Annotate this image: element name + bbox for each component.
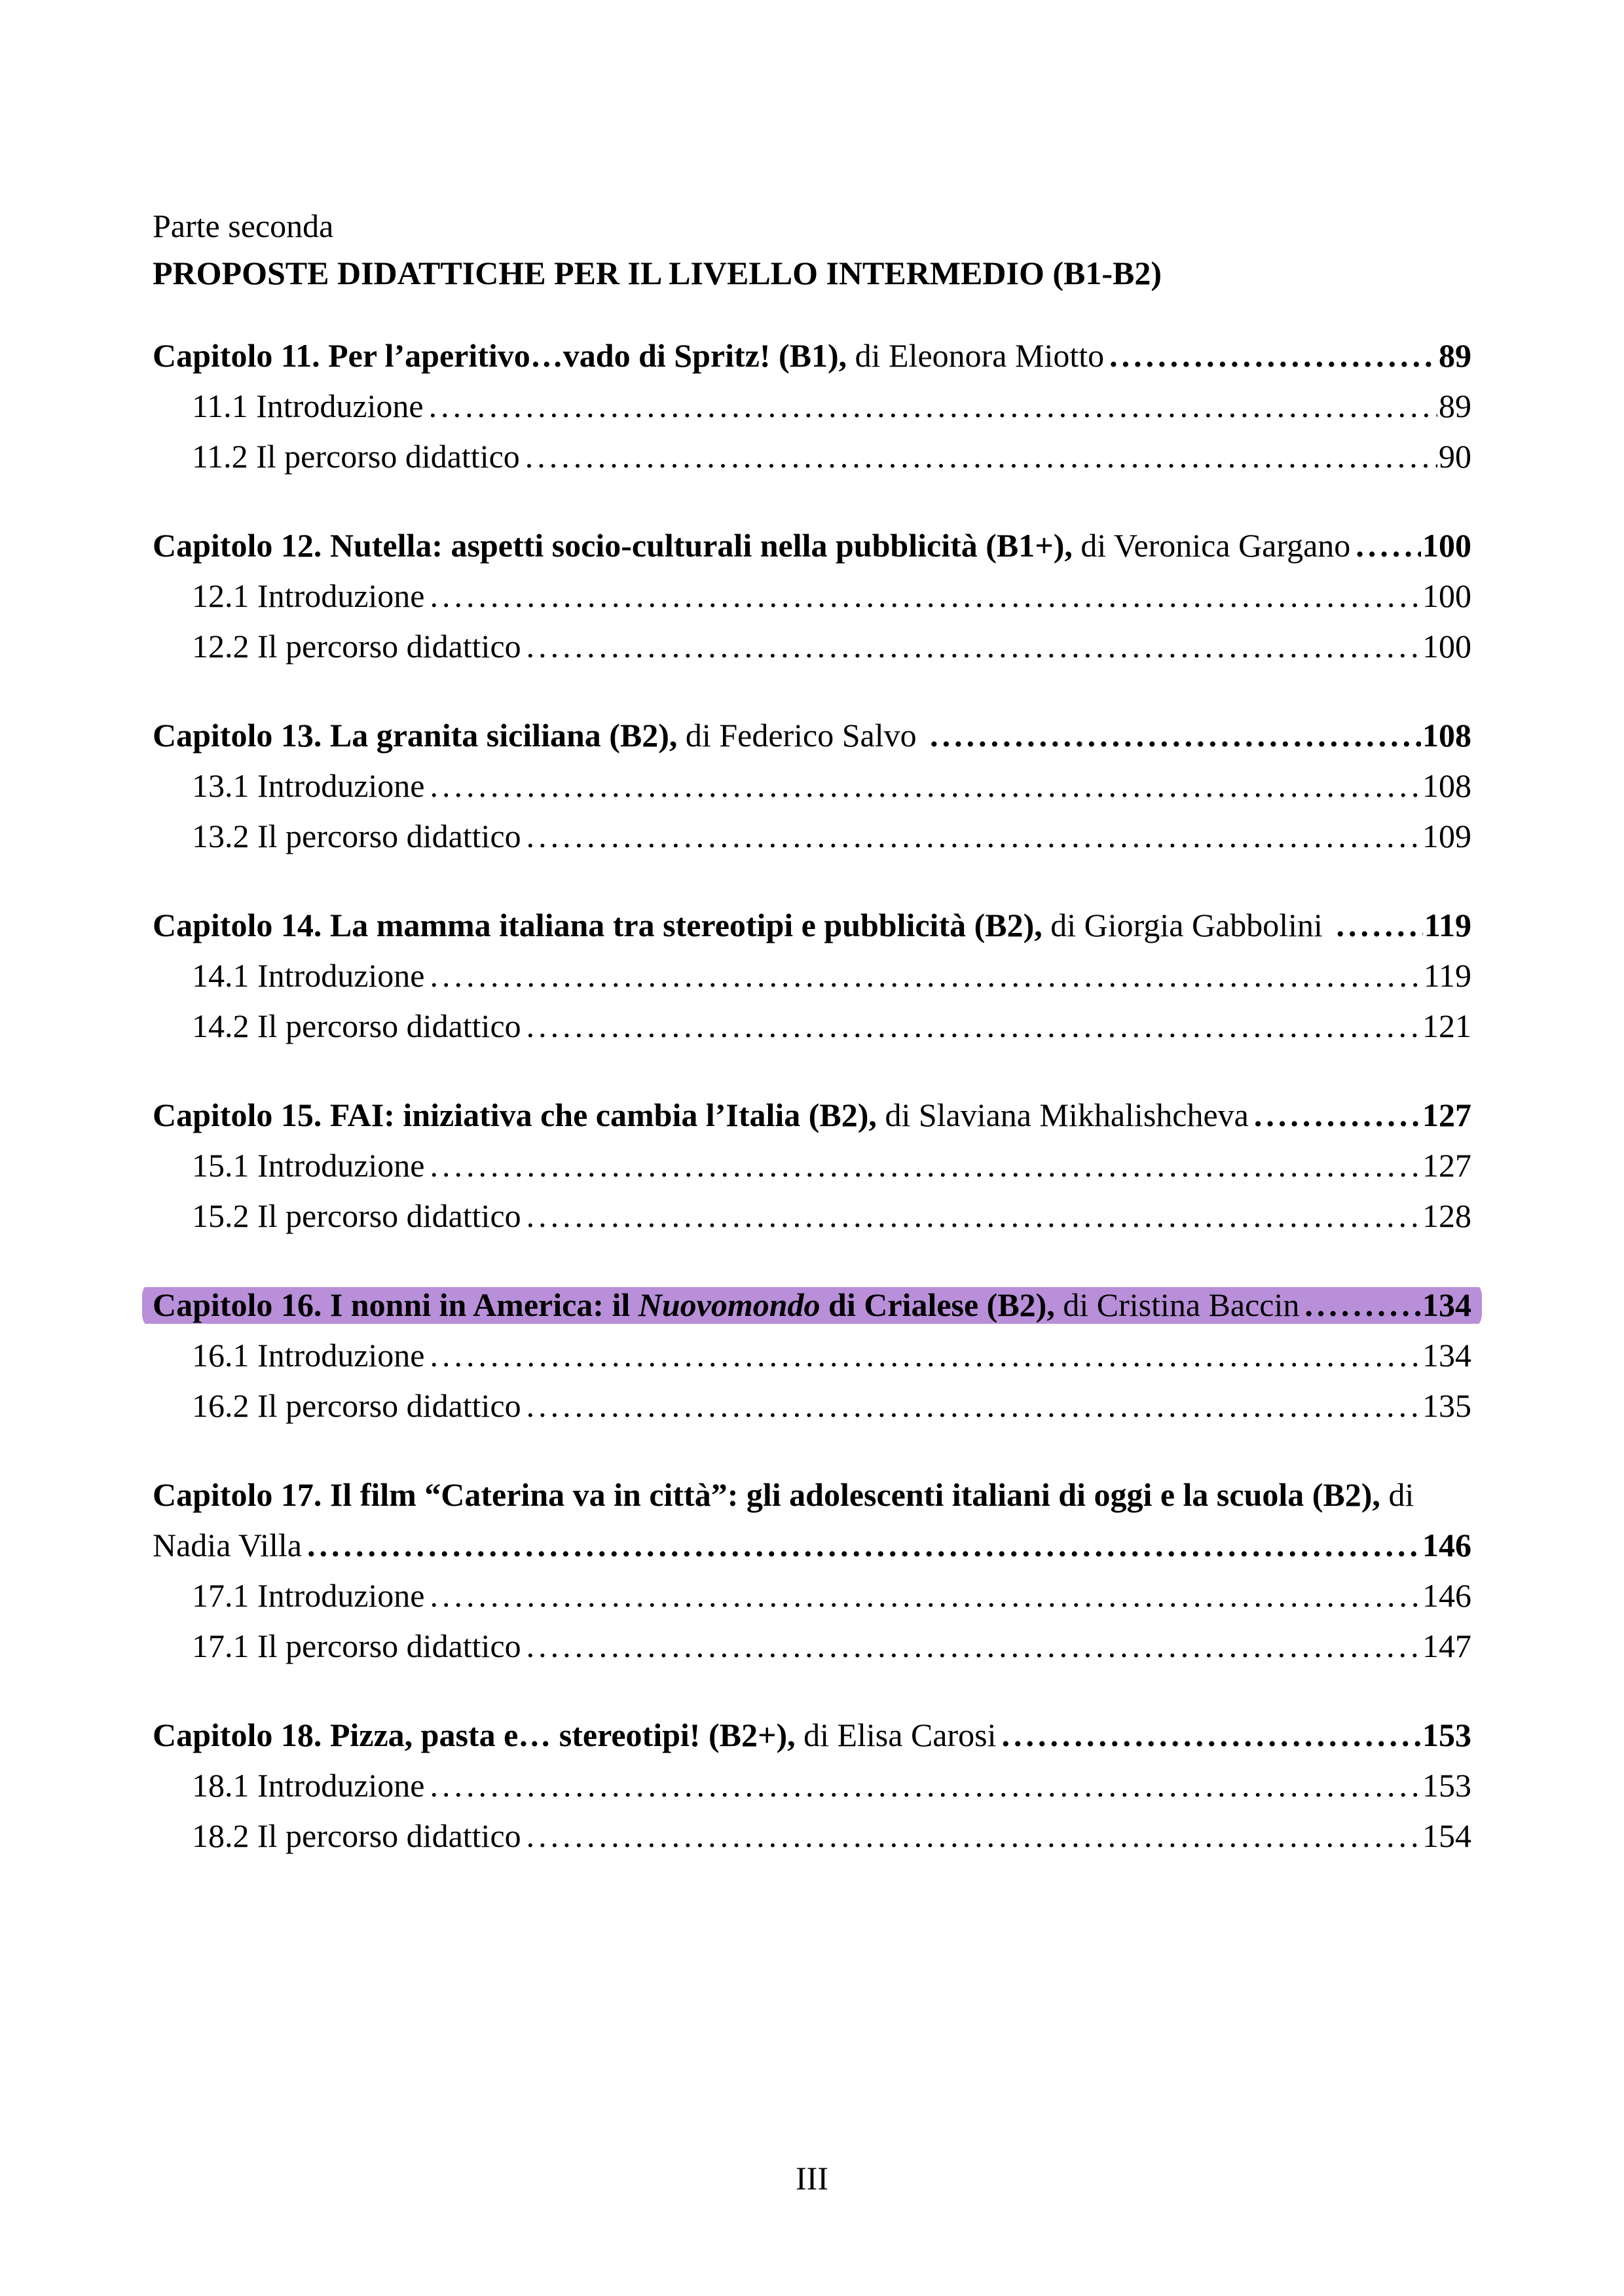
leader-dots — [930, 710, 1421, 761]
leader-dots — [526, 1001, 1421, 1051]
chapter-page-number: 127 — [1422, 1097, 1471, 1133]
page-number-roman: III — [796, 2160, 828, 2196]
chapter-author: di Federico Salvo — [677, 717, 925, 754]
sub-page-number: 146 — [1422, 1577, 1471, 1614]
toc-sub-row[interactable] — [153, 1140, 1471, 1191]
chapter-author: di Giorgia Gabbolini — [1042, 907, 1331, 943]
chapter-page-number: 108 — [1422, 717, 1471, 754]
toc-sub-row[interactable] — [153, 1760, 1471, 1811]
sub-label: 18.2 Il percorso didattico — [192, 1817, 521, 1854]
chapter-page-number: 153 — [1422, 1717, 1471, 1753]
toc-sub-row[interactable] — [153, 1001, 1471, 1051]
leader-dots — [307, 1520, 1421, 1571]
leader-dots — [525, 431, 1437, 482]
leader-dots — [430, 951, 1422, 1001]
sub-label: 18.1 Introduzione — [192, 1767, 425, 1804]
chapter-title: Capitolo 12. Nutella: aspetti socio-culturali nella pubblicità (B1+), — [153, 527, 1073, 564]
chapter-title-italic: Nuovomondo — [638, 1286, 821, 1323]
toc-sub-row[interactable] — [153, 1811, 1471, 1861]
chapter-author-continued: Nadia Villa — [153, 1527, 302, 1563]
leader-dots — [1002, 1710, 1421, 1760]
chapter-title: Capitolo 16. I nonni in America: il — [153, 1286, 638, 1323]
toc-chapter-row[interactable] — [153, 710, 1471, 761]
sub-page-number: 154 — [1422, 1817, 1471, 1854]
toc-chapter-row[interactable] — [142, 1280, 1482, 1330]
chapter-title: Capitolo 17. Il film “Caterina va in città”: gli adolescenti italiani di oggi e la scuola (B2), — [153, 1476, 1380, 1513]
sub-page-number: 134 — [1422, 1337, 1471, 1374]
leader-dots — [526, 1381, 1421, 1431]
sub-page-number: 135 — [1422, 1387, 1471, 1424]
sub-page-number: 147 — [1422, 1628, 1471, 1664]
chapter-page-number: 146 — [1422, 1527, 1471, 1563]
sub-label: 14.2 Il percorso didattico — [192, 1008, 521, 1044]
chapter-author: di Cristina Baccin — [1054, 1286, 1300, 1323]
chapter-page-number: 100 — [1422, 527, 1471, 564]
sub-label: 17.1 Il percorso didattico — [192, 1628, 521, 1664]
sub-page-number: 100 — [1422, 577, 1471, 614]
sub-page-number: 127 — [1422, 1147, 1471, 1184]
leader-dots — [526, 811, 1421, 862]
sub-label: 11.2 Il percorso didattico — [192, 438, 520, 475]
chapter-author: di Slaviana Mikhalishcheva — [876, 1097, 1249, 1133]
sub-page-number: 109 — [1422, 818, 1471, 854]
leader-dots — [526, 1191, 1421, 1241]
leader-dots — [526, 1621, 1421, 1671]
sub-label: 13.1 Introduzione — [192, 767, 425, 804]
chapter-page-number: 89 — [1439, 337, 1471, 374]
sub-label: 16.2 Il percorso didattico — [192, 1387, 521, 1424]
chapter-page-number: 119 — [1424, 907, 1471, 943]
toc-sub-row[interactable] — [153, 1381, 1471, 1431]
toc-chapter-row[interactable] — [153, 1090, 1471, 1140]
sub-label: 15.1 Introduzione — [192, 1147, 425, 1184]
leader-dots — [430, 1571, 1421, 1621]
sub-label: 11.1 Introduzione — [192, 388, 424, 424]
sub-label: 17.1 Introduzione — [192, 1577, 425, 1614]
toc-chapter-row-continuation[interactable] — [153, 1520, 1471, 1571]
toc-chapter-row[interactable] — [153, 1710, 1471, 1760]
toc-chapter-row[interactable] — [153, 520, 1471, 571]
toc-sub-row[interactable] — [153, 811, 1471, 862]
chapter-author: di — [1380, 1476, 1414, 1513]
sub-label: 14.1 Introduzione — [192, 957, 425, 994]
chapter-title: Capitolo 11. Per l’aperitivo…vado di Spritz! (B1), — [153, 337, 847, 374]
chapter-page-number: 134 — [1422, 1286, 1471, 1323]
chapter-author: di Elisa Carosi — [795, 1717, 997, 1753]
sub-page-number: 90 — [1439, 438, 1471, 475]
sub-page-number: 100 — [1422, 628, 1471, 665]
toc-sub-row[interactable] — [153, 1330, 1471, 1381]
leader-dots — [1356, 520, 1421, 571]
sub-page-number: 119 — [1423, 957, 1471, 994]
sub-label: 12.1 Introduzione — [192, 577, 425, 614]
toc-sub-row[interactable] — [153, 431, 1471, 482]
chapter-title-after-italic: di Crialese (B2), — [820, 1286, 1055, 1323]
toc-sub-row[interactable] — [153, 381, 1471, 431]
sub-page-number: 128 — [1422, 1197, 1471, 1234]
sub-page-number: 121 — [1422, 1008, 1471, 1044]
toc-chapter-row[interactable] — [153, 331, 1471, 381]
toc-chapter-row[interactable] — [153, 1470, 1471, 1520]
toc-sub-row[interactable] — [153, 951, 1471, 1001]
toc-sub-row[interactable] — [153, 1571, 1471, 1621]
chapter-title: Capitolo 15. FAI: iniziativa che cambia l’Italia (B2), — [153, 1097, 877, 1133]
toc-sub-row[interactable] — [153, 571, 1471, 621]
sub-page-number: 153 — [1422, 1767, 1471, 1804]
leader-dots — [1254, 1090, 1421, 1140]
sub-page-number: 89 — [1439, 388, 1471, 424]
leader-dots — [430, 761, 1421, 811]
leader-dots — [526, 1811, 1421, 1861]
leader-dots — [430, 1140, 1421, 1191]
chapter-title: Capitolo 13. La granita siciliana (B2), — [153, 717, 678, 754]
leader-dots — [1336, 900, 1422, 951]
sub-label: 12.2 Il percorso didattico — [192, 628, 521, 665]
toc — [153, 331, 1471, 1861]
page-content — [153, 207, 1471, 1861]
sub-label: 13.2 Il percorso didattico — [192, 818, 521, 854]
page-footer — [0, 2159, 1624, 2197]
leader-dots — [430, 571, 1421, 621]
chapter-author: di Eleonora Miotto — [847, 337, 1105, 374]
toc-chapter-row[interactable] — [153, 900, 1471, 951]
chapter-author: di Veronica Gargano — [1072, 527, 1351, 564]
toc-sub-row[interactable] — [153, 621, 1471, 672]
section-title: PROPOSTE DIDATTICHE PER IL LIVELLO INTERMEDIO (B1-B2) — [153, 255, 1162, 291]
sub-label: 16.1 Introduzione — [192, 1337, 425, 1374]
leader-dots — [430, 1760, 1421, 1811]
toc-sub-row[interactable] — [153, 761, 1471, 811]
chapter-title: Capitolo 14. La mamma italiana tra stereotipi e pubblicità (B2), — [153, 907, 1043, 943]
section-label: Parte seconda — [153, 208, 334, 244]
leader-dots — [1109, 331, 1437, 381]
toc-sub-row[interactable] — [153, 1621, 1471, 1671]
chapter-title: Capitolo 18. Pizza, pasta e… stereotipi! (B2+), — [153, 1717, 796, 1753]
leader-dots — [429, 381, 1437, 431]
leader-dots — [526, 621, 1421, 672]
leader-dots — [1304, 1280, 1421, 1330]
sub-label: 15.2 Il percorso didattico — [192, 1197, 521, 1234]
sub-page-number: 108 — [1422, 767, 1471, 804]
toc-sub-row[interactable] — [153, 1191, 1471, 1241]
leader-dots — [430, 1330, 1421, 1381]
